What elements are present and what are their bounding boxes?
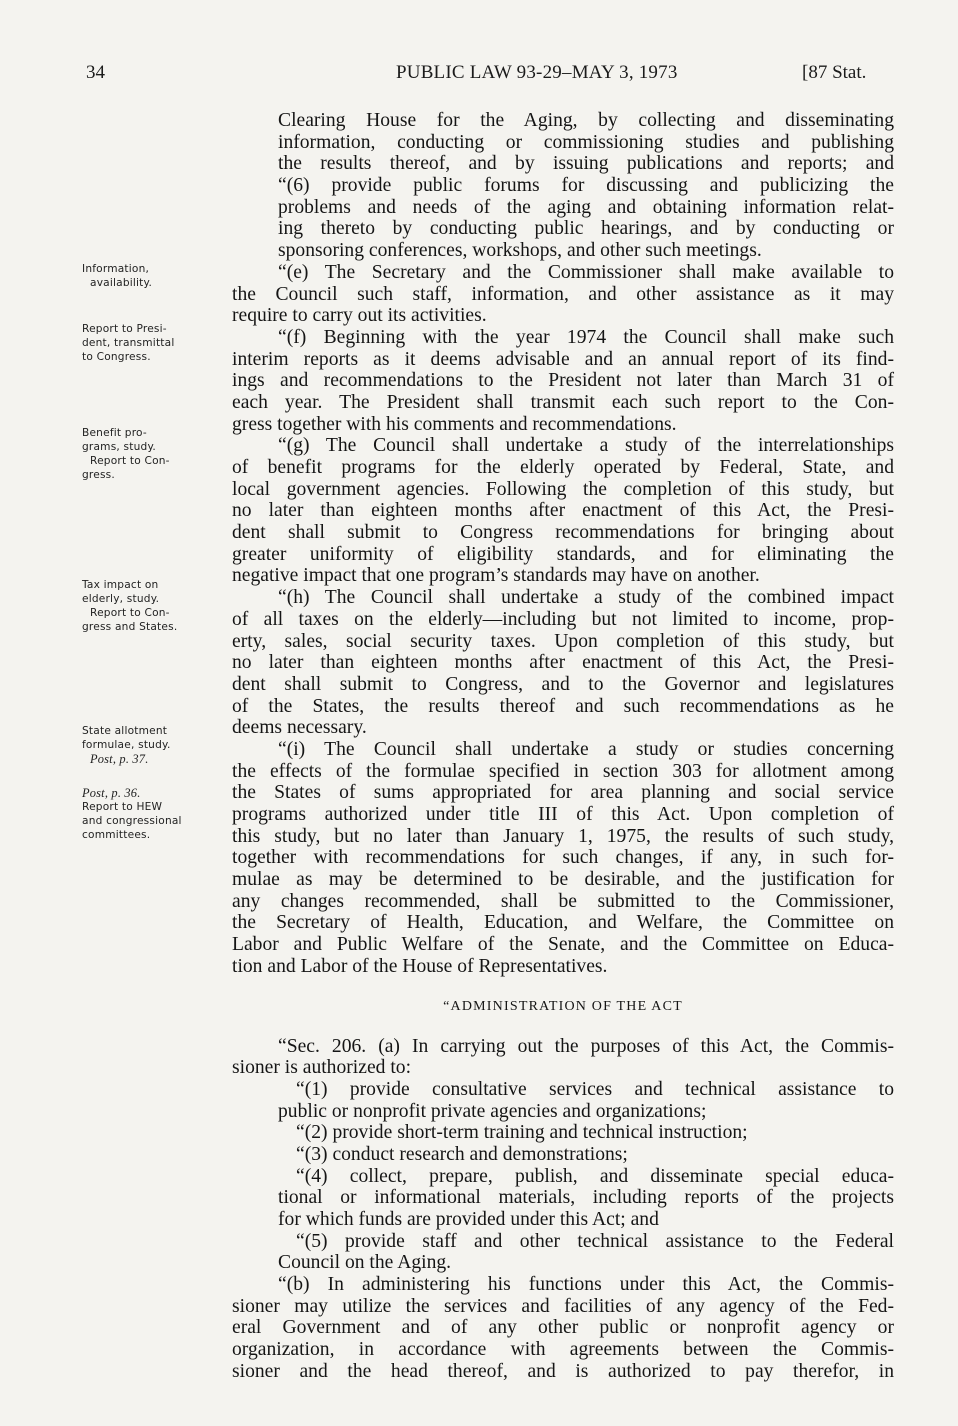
body-line: the results thereof, and by issuing publications and reports; and <box>278 153 894 175</box>
body-line: programs authorized under title III of this Act. Upon completion of <box>232 804 894 825</box>
body-line: tional or informational materials, including reports of the projects <box>278 1187 894 1209</box>
margin-note-line: gress and States. <box>82 621 178 633</box>
body-line: greater uniformity of eligibility standards, and for eliminating the <box>232 543 894 565</box>
body-line: Council on the Aging. <box>278 1252 452 1274</box>
body-line: “(b) In administering his functions under this Act, the Commis- <box>278 1274 894 1296</box>
margin-note-line: Report to Presi- <box>82 323 167 335</box>
margin-note-line: Tax impact on <box>82 579 159 591</box>
margin-note-line: Benefit pro- <box>82 427 147 439</box>
body-line: “(3) conduct research and demonstrations; <box>296 1143 628 1165</box>
page-number: 34 <box>86 62 105 83</box>
body-line: public or nonprofit private agencies and organizations; <box>278 1100 707 1122</box>
margin-note-line: Information, <box>82 263 150 275</box>
section-gap <box>232 1026 894 1036</box>
body-line: “(2) provide short-term training and technical instruction; <box>296 1122 748 1144</box>
body-line: ings and recommendations to the President not later than March 31 of <box>232 370 894 392</box>
body-line: each year. The President shall transmit each such report to the Con- <box>232 391 894 413</box>
body-line: no later than eighteen months after enactment of this Act, the Presi- <box>232 500 894 522</box>
section-gap <box>232 978 894 988</box>
body-line: erty, sales, social security taxes. Upon completion of this study, but <box>232 630 894 652</box>
body-line: Labor and Public Welfare of the Senate, and the Committee on Educa- <box>232 934 894 956</box>
body-line: the Secretary of Health, Education, and Welfare, the Committee on <box>232 912 894 934</box>
body-line: together with recommendations for such changes, if any, in such for- <box>232 847 894 869</box>
margin-note-line: elderly, study. <box>82 593 160 605</box>
body-line: “(5) provide staff and other technical assistance to the Federal <box>296 1230 894 1252</box>
body-line: of all taxes on the elderly—including but not limited to income, prop- <box>232 608 894 630</box>
body-line: problems and needs of the aging and obtaining information relat- <box>278 196 894 218</box>
body-line: sioner and the head thereof, and is authorized to pay therefor, in <box>232 1360 894 1382</box>
body-line: information, conducting or commissioning studies and publishing <box>278 131 894 153</box>
body-line: sponsoring conferences, workshops, and other such meetings. <box>278 240 762 262</box>
body-line: “Sec. 206. (a) In carrying out the purposes of this Act, the Commis- <box>278 1035 894 1057</box>
body-line: of the States, the results thereof and such recommendations as he <box>232 695 894 717</box>
body-line: dent shall submit to Congress recommendations for bringing about <box>232 522 894 544</box>
body-line: “(4) collect, prepare, publish, and disseminate special educa- <box>296 1165 894 1187</box>
body-line: of benefit programs for the elderly operated by Federal, State, and <box>232 457 894 478</box>
page-header <box>0 62 958 88</box>
body-line: any changes recommended, shall be submitted to the Commissioner, <box>232 890 894 912</box>
margin-note-hew-report <box>82 786 210 842</box>
body-line: “(h) The Council shall undertake a study of the combined impact <box>278 587 894 609</box>
margin-note-line: gress. <box>82 469 115 481</box>
margin-note-information <box>82 262 210 290</box>
body-line: gress together with his comments and recommendations. <box>232 413 677 435</box>
margin-note-tax-impact <box>82 578 210 634</box>
page-title: PUBLIC LAW 93-29–MAY 3, 1973 <box>396 62 678 83</box>
body-line: “(f) Beginning with the year 1974 the Council shall make such <box>278 326 894 348</box>
margin-note-line: Post, p. 36. <box>82 786 141 800</box>
body-line: “(6) provide public forums for discussing and publicizing the <box>278 175 894 197</box>
body-line: no later than eighteen months after enactment of this Act, the Presi- <box>232 652 894 674</box>
body-line: organization, in accordance with agreements between the Commis- <box>232 1339 894 1361</box>
body-line: “(e) The Secretary and the Commissioner shall make available to <box>278 261 894 283</box>
margin-note-line: Report to Con- <box>90 455 170 467</box>
margin-note-line: availability. <box>90 277 153 289</box>
section-heading: “ADMINISTRATION OF THE ACT <box>443 998 683 1014</box>
body-line: negative impact that one program’s standards may have on another. <box>232 565 760 587</box>
margin-note-line: committees. <box>82 829 151 841</box>
body-line: “(1) provide consultative services and technical assistance to <box>296 1078 894 1100</box>
body-line: the effects of the formulae specified in section 303 for allotment among <box>232 760 894 782</box>
margin-note-state-allotment <box>82 724 210 766</box>
body-line: dent shall submit to Congress, and to the Governor and legislatures <box>232 673 894 695</box>
body-line: the States of sums appropriated for area planning and social service <box>232 782 894 804</box>
margin-note-line: State allotment <box>82 725 168 737</box>
body-line: “(g) The Council shall undertake a study of the interrelationships <box>278 435 894 457</box>
body-line: tion and Labor of the House of Representatives. <box>232 955 608 977</box>
margin-note-line: Post, p. 37. <box>90 752 149 766</box>
margin-note-benefit-programs <box>82 426 210 482</box>
margin-note-report-president <box>82 322 210 364</box>
statute-body <box>232 110 894 1383</box>
body-line: “(i) The Council shall undertake a study or studies concerning <box>278 738 894 760</box>
body-line: eral Government and of any other public or nonprofit agency or <box>232 1317 894 1339</box>
body-line: sioner may utilize the services and facilities of any agency of the Fed- <box>232 1295 894 1317</box>
body-line: sioner is authorized to: <box>232 1057 412 1079</box>
body-line: local government agencies. Following the completion of this study, but <box>232 478 894 500</box>
body-line: interim reports as it deems advisable and an annual report of its find- <box>232 348 894 370</box>
margin-note-line: and congressional <box>82 815 182 827</box>
margin-note-line: dent, transmittal <box>82 337 175 349</box>
body-line: ing thereto by conducting public hearings, and by conducting or <box>278 218 894 240</box>
margin-note-line: Report to HEW <box>82 801 163 813</box>
margin-note-line: formulae, study. <box>82 739 171 751</box>
margin-note-line: Report to Con- <box>90 607 170 619</box>
body-line: this study, but no later than January 1, 1975, the results of such study, <box>232 825 894 847</box>
body-line: Clearing House for the Aging, by collecting and disseminating <box>278 110 894 131</box>
body-line: mulae as may be determined to be desirable, and the justification for <box>232 869 894 891</box>
body-line: deems necessary. <box>232 717 367 739</box>
margin-note-line: to Congress. <box>82 351 151 363</box>
body-line: for which funds are provided under this Act; and <box>278 1209 659 1230</box>
body-line: require to carry out its activities. <box>232 305 487 327</box>
statute-reference: [87 Stat. <box>802 62 867 83</box>
margin-note-line: grams, study. <box>82 441 156 453</box>
body-line: the Council such staff, information, and other assistance as it may <box>232 283 894 305</box>
